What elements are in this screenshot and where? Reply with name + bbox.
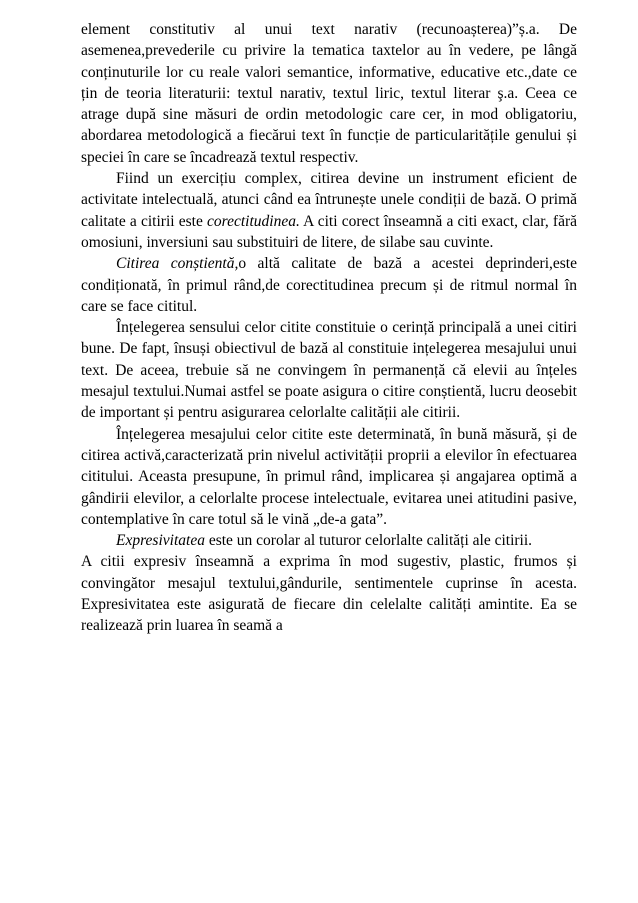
paragraph-text: A citii expresiv înseamnă a exprima în mod sugestiv, plastic, frumos și convingător mesajul textului,gândurile, sentimentele cuprinse în acesta. Expresivitatea este asigurată de fiecare din celelalte calități amintite. Ea se realizează prin luarea în seamă a xyxy=(81,553,577,635)
emphasis-term: corectitudinea. xyxy=(207,212,300,230)
emphasis-term: Expresivitatea xyxy=(116,532,205,550)
paragraph-text: Înțelegerea mesajului celor citite este determinată, în bună măsură, și de citirea activă,caracterizată prin nivelul activității proprii a elevilor în efectuarea cititului. Aceasta presupune, în primul rând, implicarea și angajarea optimă a gândirii elevilor, a celorlalte procese intelectuale, evitarea unei atitudini pasive, contemplative în care totul să le vină „de-a gata”. xyxy=(81,425,577,528)
emphasis-term: Citirea conștientă, xyxy=(116,255,239,273)
paragraph-text: este un corolar al tuturor celorlalte calități ale citirii. xyxy=(204,532,533,550)
paragraph-text: element constitutiv al unui text narativ (recunoașterea)”ș.a. De asemenea,prevederile cu privire la tematica taxtelor au în vedere, pe lângă conținuturile lor cu reale valori semantice, informative, educative etc.,date ce țin de teoria literaturii: textul narativ, textul liric, textul literar ş.a. Ceea ce atrage după sine măsuri de ordin metodologic care cer, in mod obligatoriu, abordarea metodologică a fiecărui text în funcție de particularitățile genului și speciei în care se încadrează textul respectiv. xyxy=(81,21,577,166)
paragraph-text: o altă calitate de bază a acestei deprinderi,este condiționată, în primul rând,de corectitudinea precum și de ritmul normal în care se face cititul. xyxy=(81,255,577,315)
paragraph-text: Înțelegerea sensului celor citite constituie o cerință principală a unei citiri bune. De fapt, însuși obiectivul de bază al constituie ințelegerea mesajului unui text. De aceea, trebuie să ne convingem în permanență că elevii au înțeles mesajul textului.Numai astfel se poate asigura o citire conștientă, lucru deosebit de important și pentru asigurarea celorlalte calității ale citirii. xyxy=(81,319,577,422)
paragraph-3 xyxy=(81,253,577,317)
paragraph-text: Fiind un exercițiu complex, citirea devine un instrument eficient de activitate intelectuală, atunci când ea întrunește unele condiții de bază. O primă calitate a citirii este xyxy=(81,170,577,230)
paragraph-6 xyxy=(81,530,577,551)
paragraph-5 xyxy=(81,424,577,530)
paragraph-4 xyxy=(81,317,577,423)
document-page xyxy=(81,19,577,637)
paragraph-2 xyxy=(81,168,577,253)
paragraph-text: A citi corect înseamnă a citi exact, clar, fără omosiuni, inversiuni sau substituiri de litere, de silabe sau cuvinte. xyxy=(81,212,577,251)
paragraph-1 xyxy=(81,19,577,168)
paragraph-7 xyxy=(81,551,577,636)
